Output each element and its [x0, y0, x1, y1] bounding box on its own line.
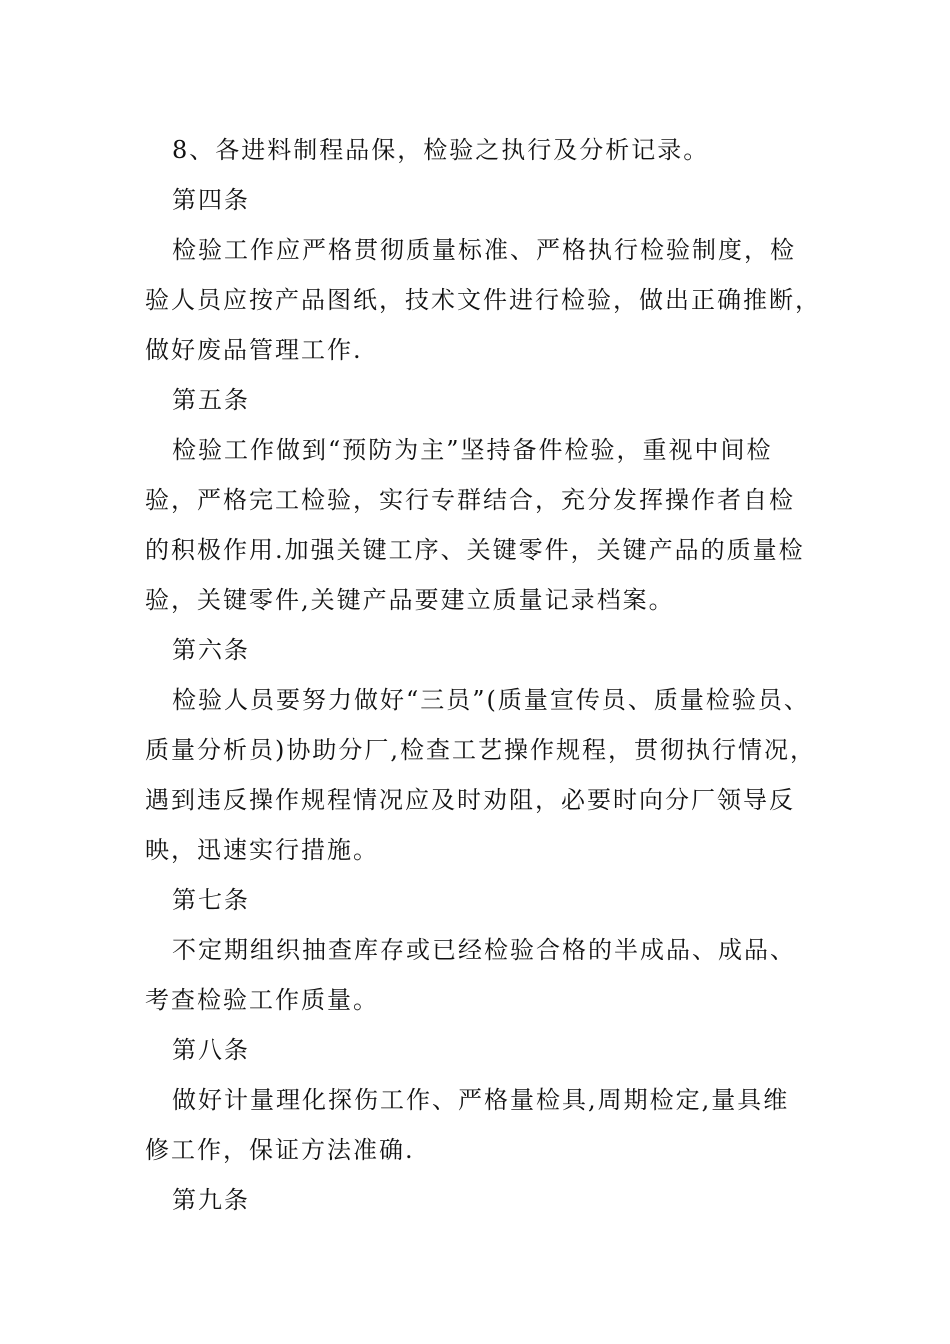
article-5-text-line: 检验工作做到“预防为主”坚持备件检验，重视中间检: [172, 436, 773, 464]
article-8-text-line: 做好计量理化探伤工作、严格量检具,周期检定,量具维: [172, 1086, 790, 1114]
article-6-text-line: 映，迅速实行措施。: [145, 836, 379, 864]
article-4-heading: 第四条: [172, 186, 250, 214]
article-8-heading: 第八条: [172, 1036, 250, 1064]
article-5-text-line: 验，严格完工检验，实行专群结合，充分发挥操作者自检: [145, 486, 795, 514]
article-4-text-line: 验人员应按产品图纸，技术文件进行检验，做出正确推断，: [145, 286, 821, 314]
article-7-text-line: 不定期组织抽查库存或已经检验合格的半成品、成品、: [172, 936, 796, 964]
text-line-item-8: 8、各进料制程品保，检验之执行及分析记录。: [172, 136, 710, 164]
article-6-text-line: 遇到违反操作规程情况应及时劝阻，必要时向分厂领导反: [145, 786, 795, 814]
article-6-text-line: 质量分析员)协助分厂,检查工艺操作规程，贯彻执行情况，: [145, 736, 816, 764]
article-7-text-line: 考查检验工作质量。: [145, 986, 379, 1014]
article-5-heading: 第五条: [172, 386, 250, 414]
article-9-heading: 第九条: [172, 1186, 250, 1214]
article-6-text-line: 检验人员要努力做好“三员”(质量宣传员、质量检验员、: [172, 686, 810, 714]
article-7-heading: 第七条: [172, 886, 250, 914]
article-6-heading: 第六条: [172, 636, 250, 664]
article-8-text-line: 修工作，保证方法准确.: [145, 1136, 415, 1164]
article-4-text-line: 做好废品管理工作.: [145, 336, 363, 364]
article-5-text-line: 的积极作用.加强关键工序、关键零件，关键产品的质量检: [145, 536, 805, 564]
article-5-text-line: 验，关键零件,关键产品要建立质量记录档案。: [145, 586, 675, 614]
article-4-text-line: 检验工作应严格贯彻质量标准、严格执行检验制度，检: [172, 236, 796, 264]
